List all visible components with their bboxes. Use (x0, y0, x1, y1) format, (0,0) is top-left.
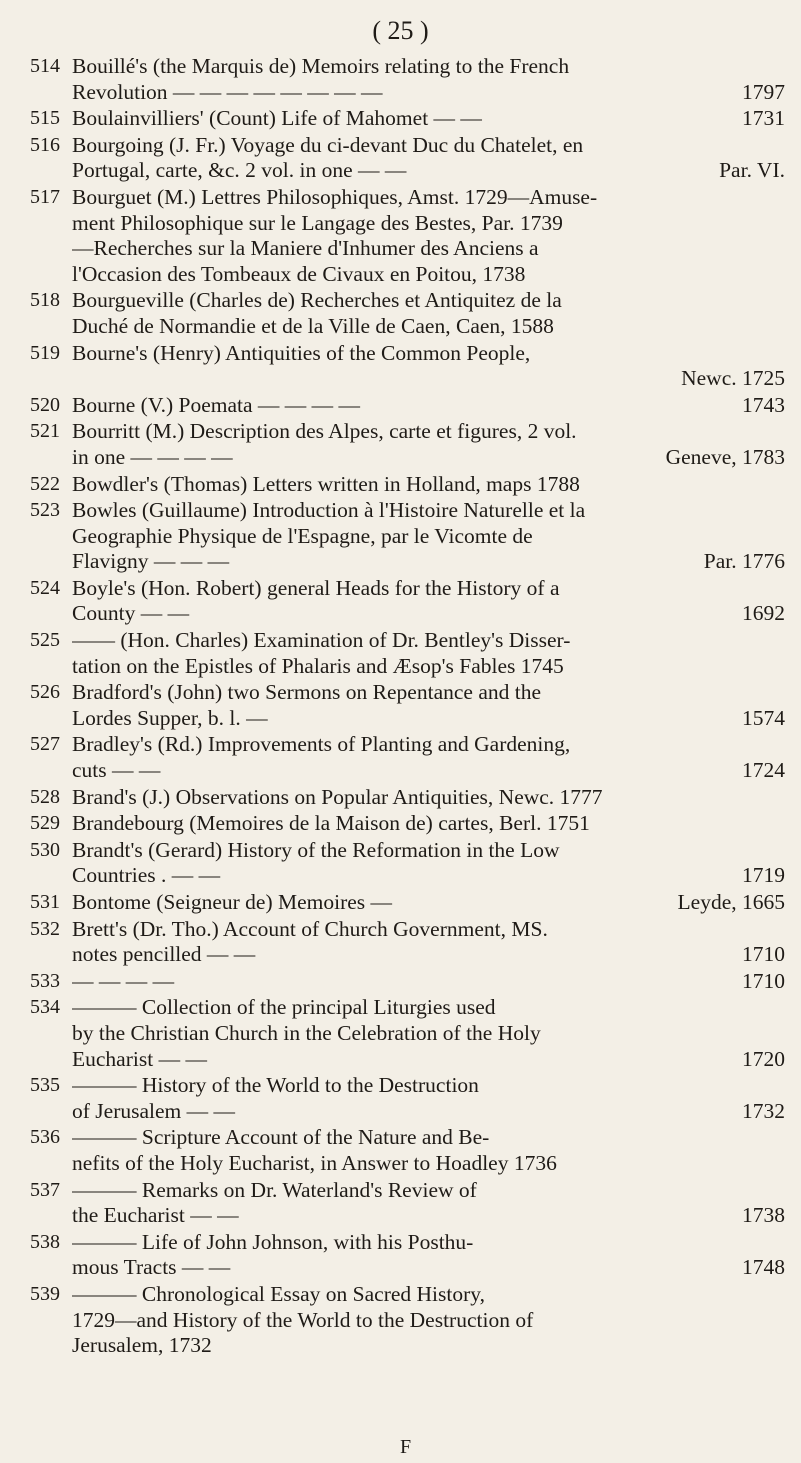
catalog-entry (0, 890, 801, 916)
entry-text: Lordes Supper, b. l. — (72, 705, 268, 730)
entry-text: Bowles (Guillaume) Introduction à l'Histoire Naturelle et la (72, 498, 586, 523)
entry-line (72, 106, 785, 132)
catalog-entry (0, 472, 801, 498)
catalog-entry (0, 680, 801, 731)
entry-line (72, 472, 785, 498)
entry-line (72, 549, 785, 575)
entry-text: Flavigny — — — (72, 549, 230, 574)
catalog-entry (0, 393, 801, 419)
entry-line (72, 185, 785, 211)
entry-text: — — — — (72, 968, 175, 993)
entry-number: 520 (30, 393, 60, 416)
catalog-entry (0, 498, 801, 575)
entry-line (72, 341, 785, 367)
catalog-entry (0, 628, 801, 679)
entry-text: County — — (72, 601, 190, 626)
entry-text: —— (Hon. Charles) Examination of Dr. Bentley's Disser- (72, 628, 571, 653)
catalog-entry (0, 1282, 801, 1359)
entry-imprint: 1732 (742, 1098, 785, 1123)
entry-text: nefits of the Holy Eucharist, in Answer to Hoadley 1736 (72, 1150, 557, 1175)
entry-line (72, 890, 785, 916)
entry-line (72, 863, 785, 889)
entry-line (72, 1282, 785, 1308)
entry-text: Brandt's (Gerard) History of the Reformation in the Low (72, 837, 560, 862)
entry-number: 539 (30, 1282, 60, 1305)
catalog-entry (0, 1230, 801, 1281)
entry-text: Bradford's (John) two Sermons on Repentance and the (72, 680, 542, 705)
entry-number: 535 (30, 1074, 60, 1097)
entry-line (72, 628, 785, 654)
entry-line (72, 732, 785, 758)
catalog-entry (0, 785, 801, 811)
entry-number: 524 (30, 576, 60, 599)
entry-line (72, 969, 785, 995)
catalog-entry (0, 838, 801, 889)
entry-number: 526 (30, 681, 60, 704)
entry-line (72, 419, 785, 445)
catalog-entry (0, 54, 801, 105)
catalog-entry (0, 1125, 801, 1176)
catalog-entry (0, 133, 801, 184)
entry-text: by the Christian Church in the Celebration of the Holy (72, 1020, 541, 1045)
entry-number: 525 (30, 629, 60, 652)
entry-text: Duché de Normandie et de la Ville de Caen, Caen, 1588 (72, 313, 554, 338)
entry-text: Bourguet (M.) Lettres Philosophiques, Amst. 1729—Amuse- (72, 184, 598, 209)
entry-text: Bourritt (M.) Description des Alpes, carte et figures, 2 vol. (72, 419, 577, 444)
catalog-entry (0, 917, 801, 968)
entry-text: Portugal, carte, &c. 2 vol. in one — — (72, 158, 407, 183)
entry-text: notes pencilled — — (72, 942, 256, 967)
catalog-entry (0, 732, 801, 783)
entry-text: Boulainvilliers' (Count) Life of Mahomet — — (72, 106, 482, 131)
entry-line (72, 1021, 785, 1047)
entry-line (72, 1047, 785, 1073)
entry-line (72, 1125, 785, 1151)
entry-number: 521 (30, 420, 60, 443)
entry-text: Bourgoing (J. Fr.) Voyage du ci-devant Duc du Chatelet, en (72, 132, 584, 157)
entry-text: Bowdler's (Thomas) Letters written in Holland, maps 1788 (72, 471, 580, 496)
entry-text: Bourne's (Henry) Antiquities of the Common People, (72, 340, 531, 365)
entry-text: 1729—and History of the World to the Destruction of (72, 1307, 534, 1332)
entry-text: Bontome (Seigneur de) Memoires — (72, 890, 393, 914)
entry-number: 536 (30, 1126, 60, 1149)
entry-imprint: 1797 (742, 79, 785, 104)
entry-line (72, 393, 785, 419)
entry-imprint: 1692 (742, 601, 785, 626)
entry-line (72, 314, 785, 340)
entry-line (72, 236, 785, 262)
page-number: ( 25 ) (372, 16, 429, 45)
entry-line (72, 1073, 785, 1099)
catalog-entry (0, 1178, 801, 1229)
entry-text: Eucharist — — (72, 1046, 207, 1071)
entry-line (72, 1230, 785, 1256)
entry-text: Boyle's (Hon. Robert) general Heads for the History of a (72, 575, 560, 600)
entry-number: 537 (30, 1178, 60, 1201)
entry-text: Bradley's (Rd.) Improvements of Planting and Gardening, (72, 732, 571, 757)
entry-line (72, 838, 785, 864)
entry-imprint: 1743 (742, 392, 785, 417)
entry-imprint: Leyde, 1665 (677, 890, 785, 914)
entry-number: 516 (30, 133, 60, 156)
entry-line (72, 211, 785, 237)
entry-line (72, 917, 785, 943)
entry-imprint: 1748 (742, 1255, 785, 1280)
entry-number: 518 (30, 289, 60, 312)
entry-number: 530 (30, 838, 60, 861)
entry-line (72, 1203, 785, 1229)
entry-line (72, 706, 785, 732)
entry-imprint: Par. 1776 (703, 549, 785, 574)
entry-number: 519 (30, 341, 60, 364)
entry-line (72, 262, 785, 288)
entry-imprint: Geneve, 1783 (665, 444, 785, 469)
entry-number: 533 (30, 969, 60, 992)
entry-imprint: 1710 (742, 942, 785, 967)
entry-text: Brandebourg (Memoires de la Maison de) cartes, Berl. 1751 (72, 811, 590, 836)
entry-text: —Recherches sur la Maniere d'Inhumer des Anciens a (72, 236, 539, 261)
entry-line (72, 654, 785, 680)
entry-number: 528 (30, 785, 60, 808)
entry-text: tation on the Epistles of Phalaris and Æsop's Fables 1745 (72, 653, 564, 678)
entry-text: Brand's (J.) Observations on Popular Antiquities, Newc. 1777 (72, 784, 603, 809)
entry-text: ——— Remarks on Dr. Waterland's Review of (72, 1177, 477, 1202)
entry-line (72, 576, 785, 602)
entry-line (72, 601, 785, 627)
catalog-list (0, 54, 801, 1360)
catalog-entry (0, 1073, 801, 1124)
entry-line (72, 1151, 785, 1177)
catalog-entry (0, 995, 801, 1072)
entry-text: cuts — — (72, 758, 161, 783)
entry-line (72, 498, 785, 524)
entry-imprint: Par. VI. (719, 158, 785, 183)
catalog-entry (0, 341, 801, 392)
entry-imprint: 1720 (742, 1046, 785, 1071)
entry-imprint: Newc. 1725 (681, 366, 785, 391)
entry-text: ——— Life of John Johnson, with his Posthu- (72, 1229, 474, 1254)
entry-number: 531 (30, 891, 60, 913)
entry-text: Bourgueville (Charles de) Recherches et Antiquitez de la (72, 288, 562, 313)
entry-text: Jerusalem, 1732 (72, 1333, 212, 1358)
entry-line (72, 1333, 785, 1359)
entry-number: 523 (30, 499, 60, 522)
entry-text: in one — — — — (72, 444, 233, 469)
entry-number: 522 (30, 472, 60, 495)
entry-number: 527 (30, 733, 60, 756)
entry-number: 534 (30, 996, 60, 1019)
entry-line (72, 54, 785, 80)
entry-line (72, 158, 785, 184)
catalog-entry (0, 106, 801, 132)
entry-text: ——— Scripture Account of the Nature and Be- (72, 1125, 490, 1150)
entry-number: 529 (30, 812, 60, 835)
catalog-entry (0, 969, 801, 995)
catalog-entry (0, 185, 801, 287)
entry-line (72, 366, 785, 392)
catalog-entry (0, 419, 801, 470)
entry-text: Revolution — — — — — — — — (72, 79, 383, 104)
entry-text: Countries . — — (72, 863, 221, 888)
entry-line (72, 80, 785, 106)
entry-number: 514 (30, 55, 60, 77)
entry-text: ——— History of the World to the Destruction (72, 1073, 479, 1098)
entry-line (72, 1099, 785, 1125)
entry-number: 532 (30, 917, 60, 940)
entry-number: 515 (30, 107, 60, 130)
entry-imprint: 1724 (742, 758, 785, 783)
entry-imprint: 1731 (742, 106, 785, 131)
entry-text: Geographie Physique de l'Espagne, par le Vicomte de (72, 523, 533, 548)
entry-line (72, 288, 785, 314)
entry-text: ——— Chronological Essay on Sacred History, (72, 1281, 486, 1306)
entry-line (72, 995, 785, 1021)
entry-imprint: 1574 (742, 705, 785, 730)
entry-imprint: 1710 (742, 968, 785, 993)
entry-text: mous Tracts — — (72, 1255, 231, 1280)
entry-text: ment Philosophique sur le Langage des Bestes, Par. 1739 (72, 210, 563, 235)
entry-line (72, 133, 785, 159)
entry-text: l'Occasion des Tombeaux de Civaux en Poitou, 1738 (72, 261, 526, 286)
entry-line (72, 1178, 785, 1204)
entry-number: 538 (30, 1230, 60, 1253)
entry-number: 517 (30, 185, 60, 208)
entry-line (72, 1255, 785, 1281)
catalog-entry (0, 288, 801, 339)
entry-imprint: 1719 (742, 863, 785, 888)
entry-line (72, 811, 785, 837)
entry-text: ——— Collection of the principal Liturgies used (72, 995, 496, 1020)
entry-line (72, 680, 785, 706)
entry-line (72, 524, 785, 550)
catalog-entry (0, 576, 801, 627)
entry-text: of Jerusalem — — (72, 1098, 236, 1123)
entry-text: Bouillé's (the Marquis de) Memoirs relating to the French (72, 54, 570, 78)
signature-mark: F (400, 1436, 412, 1458)
entry-line (72, 785, 785, 811)
catalog-entry (0, 811, 801, 837)
entry-line (72, 758, 785, 784)
entry-imprint: 1738 (742, 1203, 785, 1228)
entry-line (72, 1308, 785, 1334)
entry-text: the Eucharist — — (72, 1203, 239, 1228)
entry-text: Brett's (Dr. Tho.) Account of Church Government, MS. (72, 916, 548, 941)
entry-text: Bourne (V.) Poemata — — — — (72, 392, 361, 417)
entry-line (72, 445, 785, 471)
entry-line (72, 942, 785, 968)
